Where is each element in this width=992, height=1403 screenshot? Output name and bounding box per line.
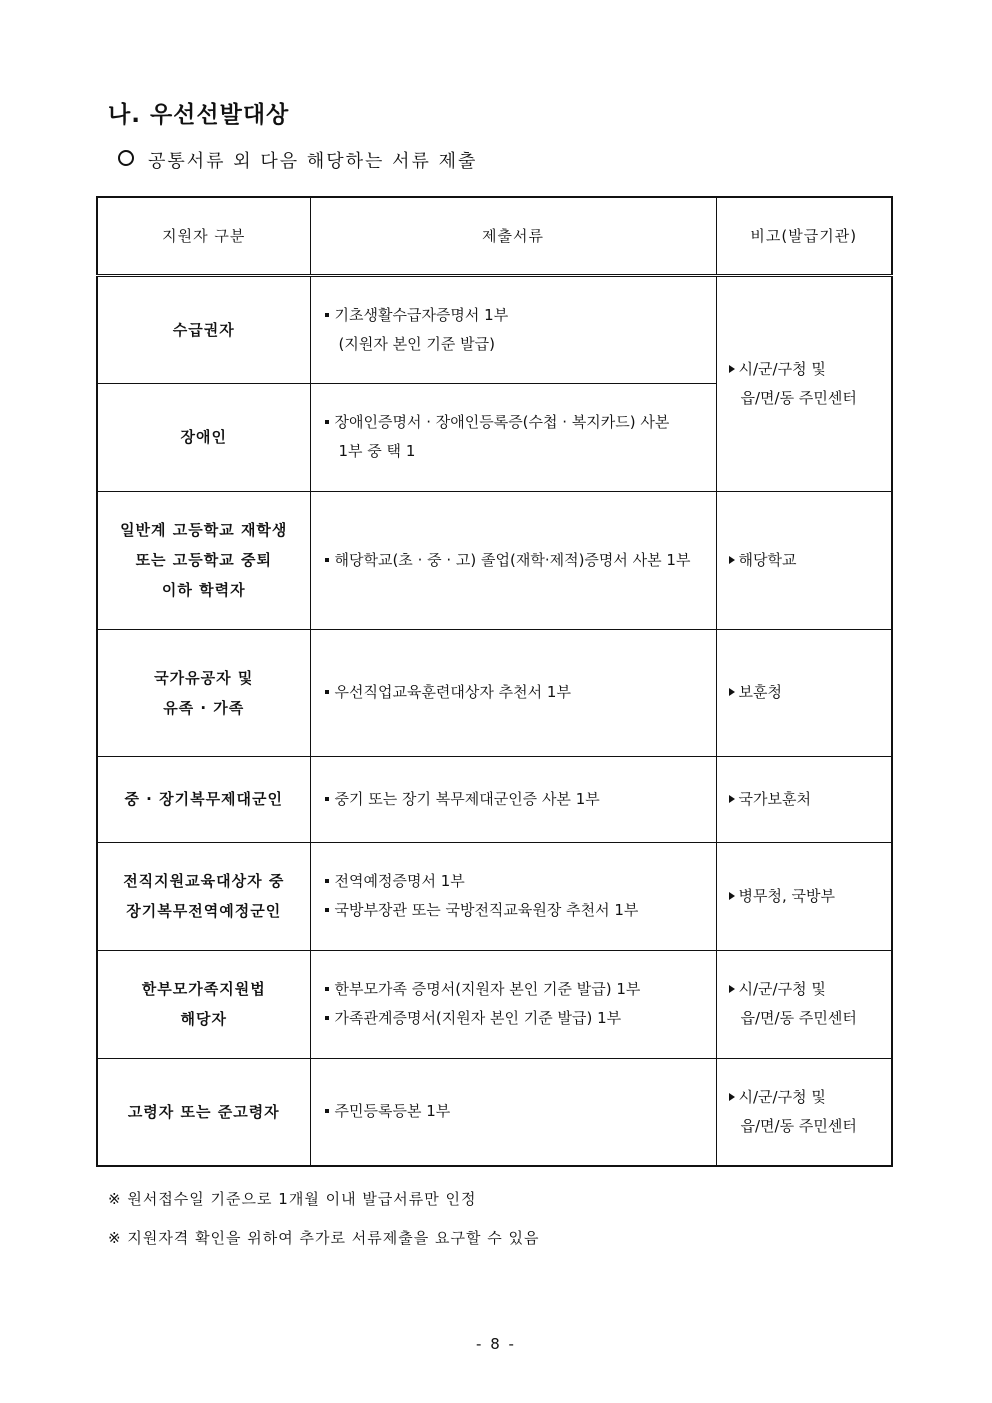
square-bullet-icon (325, 420, 329, 424)
documents-cell: 주민등록등본 1부 (310, 1058, 716, 1166)
issuer-cell: 병무청, 국방부 (716, 842, 892, 950)
documents-cell: 전역예정증명서 1부 국방부장관 또는 국방전직교육원장 추천서 1부 (310, 842, 716, 950)
triangle-bullet-icon (729, 688, 735, 696)
table-row (97, 1058, 892, 1166)
section-heading: 나. 우선선발대상 (108, 102, 290, 128)
issuer-cell: 보훈청 (716, 629, 892, 756)
subheading-text: 공통서류 외 다음 해당하는 서류 제출 (148, 151, 478, 172)
square-bullet-icon (325, 313, 329, 317)
category-cell: 한부모가족지원법 해당자 (97, 950, 310, 1058)
category-cell: 장애인 (97, 383, 310, 491)
triangle-bullet-icon (729, 892, 735, 900)
category-cell: 일반계 고등학교 재학생 또는 고등학교 중퇴 이하 학력자 (97, 491, 310, 629)
square-bullet-icon (325, 558, 329, 562)
triangle-bullet-icon (729, 1093, 735, 1101)
square-bullet-icon (325, 987, 329, 991)
table-header-row (97, 197, 892, 275)
documents-cell: 기초생활수급자증명서 1부 (지원자 본인 기준 발급) (310, 275, 716, 383)
circle-bullet-icon (118, 150, 134, 166)
square-bullet-icon (325, 1109, 329, 1113)
square-bullet-icon (325, 879, 329, 883)
table-row (97, 275, 892, 383)
section-subheading (118, 147, 477, 173)
issuer-cell: 해당학교 (716, 491, 892, 629)
header-issuer: 비고(발급기관) (716, 197, 892, 275)
table-row (97, 629, 892, 756)
documents-cell: 장애인증명서 · 장애인등록증(수첩 · 복지카드) 사본 1부 중 택 1 (310, 383, 716, 491)
triangle-bullet-icon (729, 795, 735, 803)
documents-cell: 한부모가족 증명서(지원자 본인 기준 발급) 1부 가족관계증명서(지원자 본인 기준 발급) 1부 (310, 950, 716, 1058)
category-cell: 국가유공자 및 유족 · 가족 (97, 629, 310, 756)
header-applicant-type: 지원자 구분 (97, 197, 310, 275)
category-cell: 중 · 장기복무제대군인 (97, 756, 310, 842)
issuer-cell: 시/군/구청 및 읍/면/동 주민센터 (716, 950, 892, 1058)
table-row (97, 491, 892, 629)
triangle-bullet-icon (729, 365, 735, 373)
documents-cell: 해당학교(초 · 중 · 고) 졸업(재학·제적)증명서 사본 1부 (310, 491, 716, 629)
category-cell: 고령자 또는 준고령자 (97, 1058, 310, 1166)
square-bullet-icon (325, 1016, 329, 1020)
header-documents: 제출서류 (310, 197, 716, 275)
table-row (97, 950, 892, 1058)
category-cell: 수급권자 (97, 275, 310, 383)
square-bullet-icon (325, 908, 329, 912)
priority-selection-table (96, 196, 893, 1167)
triangle-bullet-icon (729, 556, 735, 564)
issuer-cell: 국가보훈처 (716, 756, 892, 842)
table-row (97, 842, 892, 950)
square-bullet-icon (325, 690, 329, 694)
category-cell: 전직지원교육대상자 중 장기복무전역예정군인 (97, 842, 310, 950)
triangle-bullet-icon (729, 985, 735, 993)
issuer-cell: 시/군/구청 및 읍/면/동 주민센터 (716, 275, 892, 491)
issuer-cell: 시/군/구청 및 읍/면/동 주민센터 (716, 1058, 892, 1166)
table-row (97, 756, 892, 842)
page-number: - 8 - (476, 1335, 516, 1353)
square-bullet-icon (325, 797, 329, 801)
documents-cell: 우선직업교육훈련대상자 추천서 1부 (310, 629, 716, 756)
footnote: ※ 원서접수일 기준으로 1개월 이내 발급서류만 인정 (108, 1190, 477, 1208)
footnote: ※ 지원자격 확인을 위하여 추가로 서류제출을 요구할 수 있음 (108, 1229, 540, 1247)
documents-cell: 중기 또는 장기 복무제대군인증 사본 1부 (310, 756, 716, 842)
